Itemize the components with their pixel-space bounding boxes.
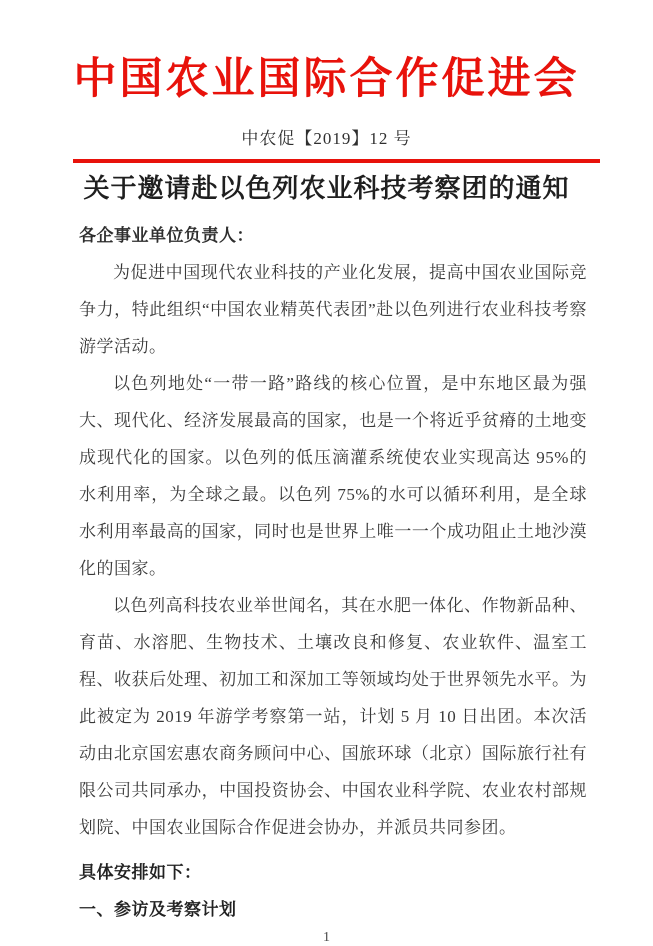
- doc-number: 中农促【2019】12 号: [241, 128, 412, 148]
- body-paragraph-1: 为促进中国现代农业科技的产业化发展，提高中国农业国际竞争力，特此组织“中国农业精英代表团”赴以色列进行农业科技考察游学活动。: [79, 262, 587, 356]
- salutation-line: 各企事业单位负责人：: [79, 225, 254, 245]
- document-body: [0, 205, 653, 928]
- page-footer: [0, 928, 653, 946]
- body-paragraph-2: 以色列地处“一带一路”路线的核心位置，是中东地区最为强大、现代化、经济发展最高的国家，也是一个将近乎贫瘠的土地变成现代化的国家。以色列的低压滴灌系统使农业实现高达 95%的水利用率，为全球之最。以色列 75%的水可以循环利用，是全球水利用率最高的国家，同时也是世界上唯一一个成功阻止土地沙漠化的国家。: [79, 373, 587, 578]
- section-heading: 具体安排如下：: [79, 862, 202, 882]
- red-divider-rule: [73, 159, 600, 163]
- page-number: 1: [323, 929, 330, 945]
- subsection-heading: 一、参访及考察计划: [79, 899, 237, 919]
- body-paragraph-3: 以色列高科技农业举世闻名，其在水肥一体化、作物新品种、育苗、水溶肥、生物技术、土壤改良和修复、农业软件、温室工程、收获后处理、初加工和深加工等领域均处于世界领先水平。为此被定为 2019 年游学考察第一站，计划 5 月 10 日出团。本次活动由北京国宏惠农商务顾问中心、国旅环球（北京）国际旅行社有限公司共同承办，中国投资协会、中国农业科学院、农业农村部规划院、中国农业国际合作促进会协办，并派员共同参团。: [79, 595, 587, 837]
- letterhead: [0, 52, 653, 205]
- notice-title: 关于邀请赴以色列农业科技考察团的通知: [83, 173, 570, 203]
- org-title: 中国农业国际合作促进会: [73, 54, 580, 104]
